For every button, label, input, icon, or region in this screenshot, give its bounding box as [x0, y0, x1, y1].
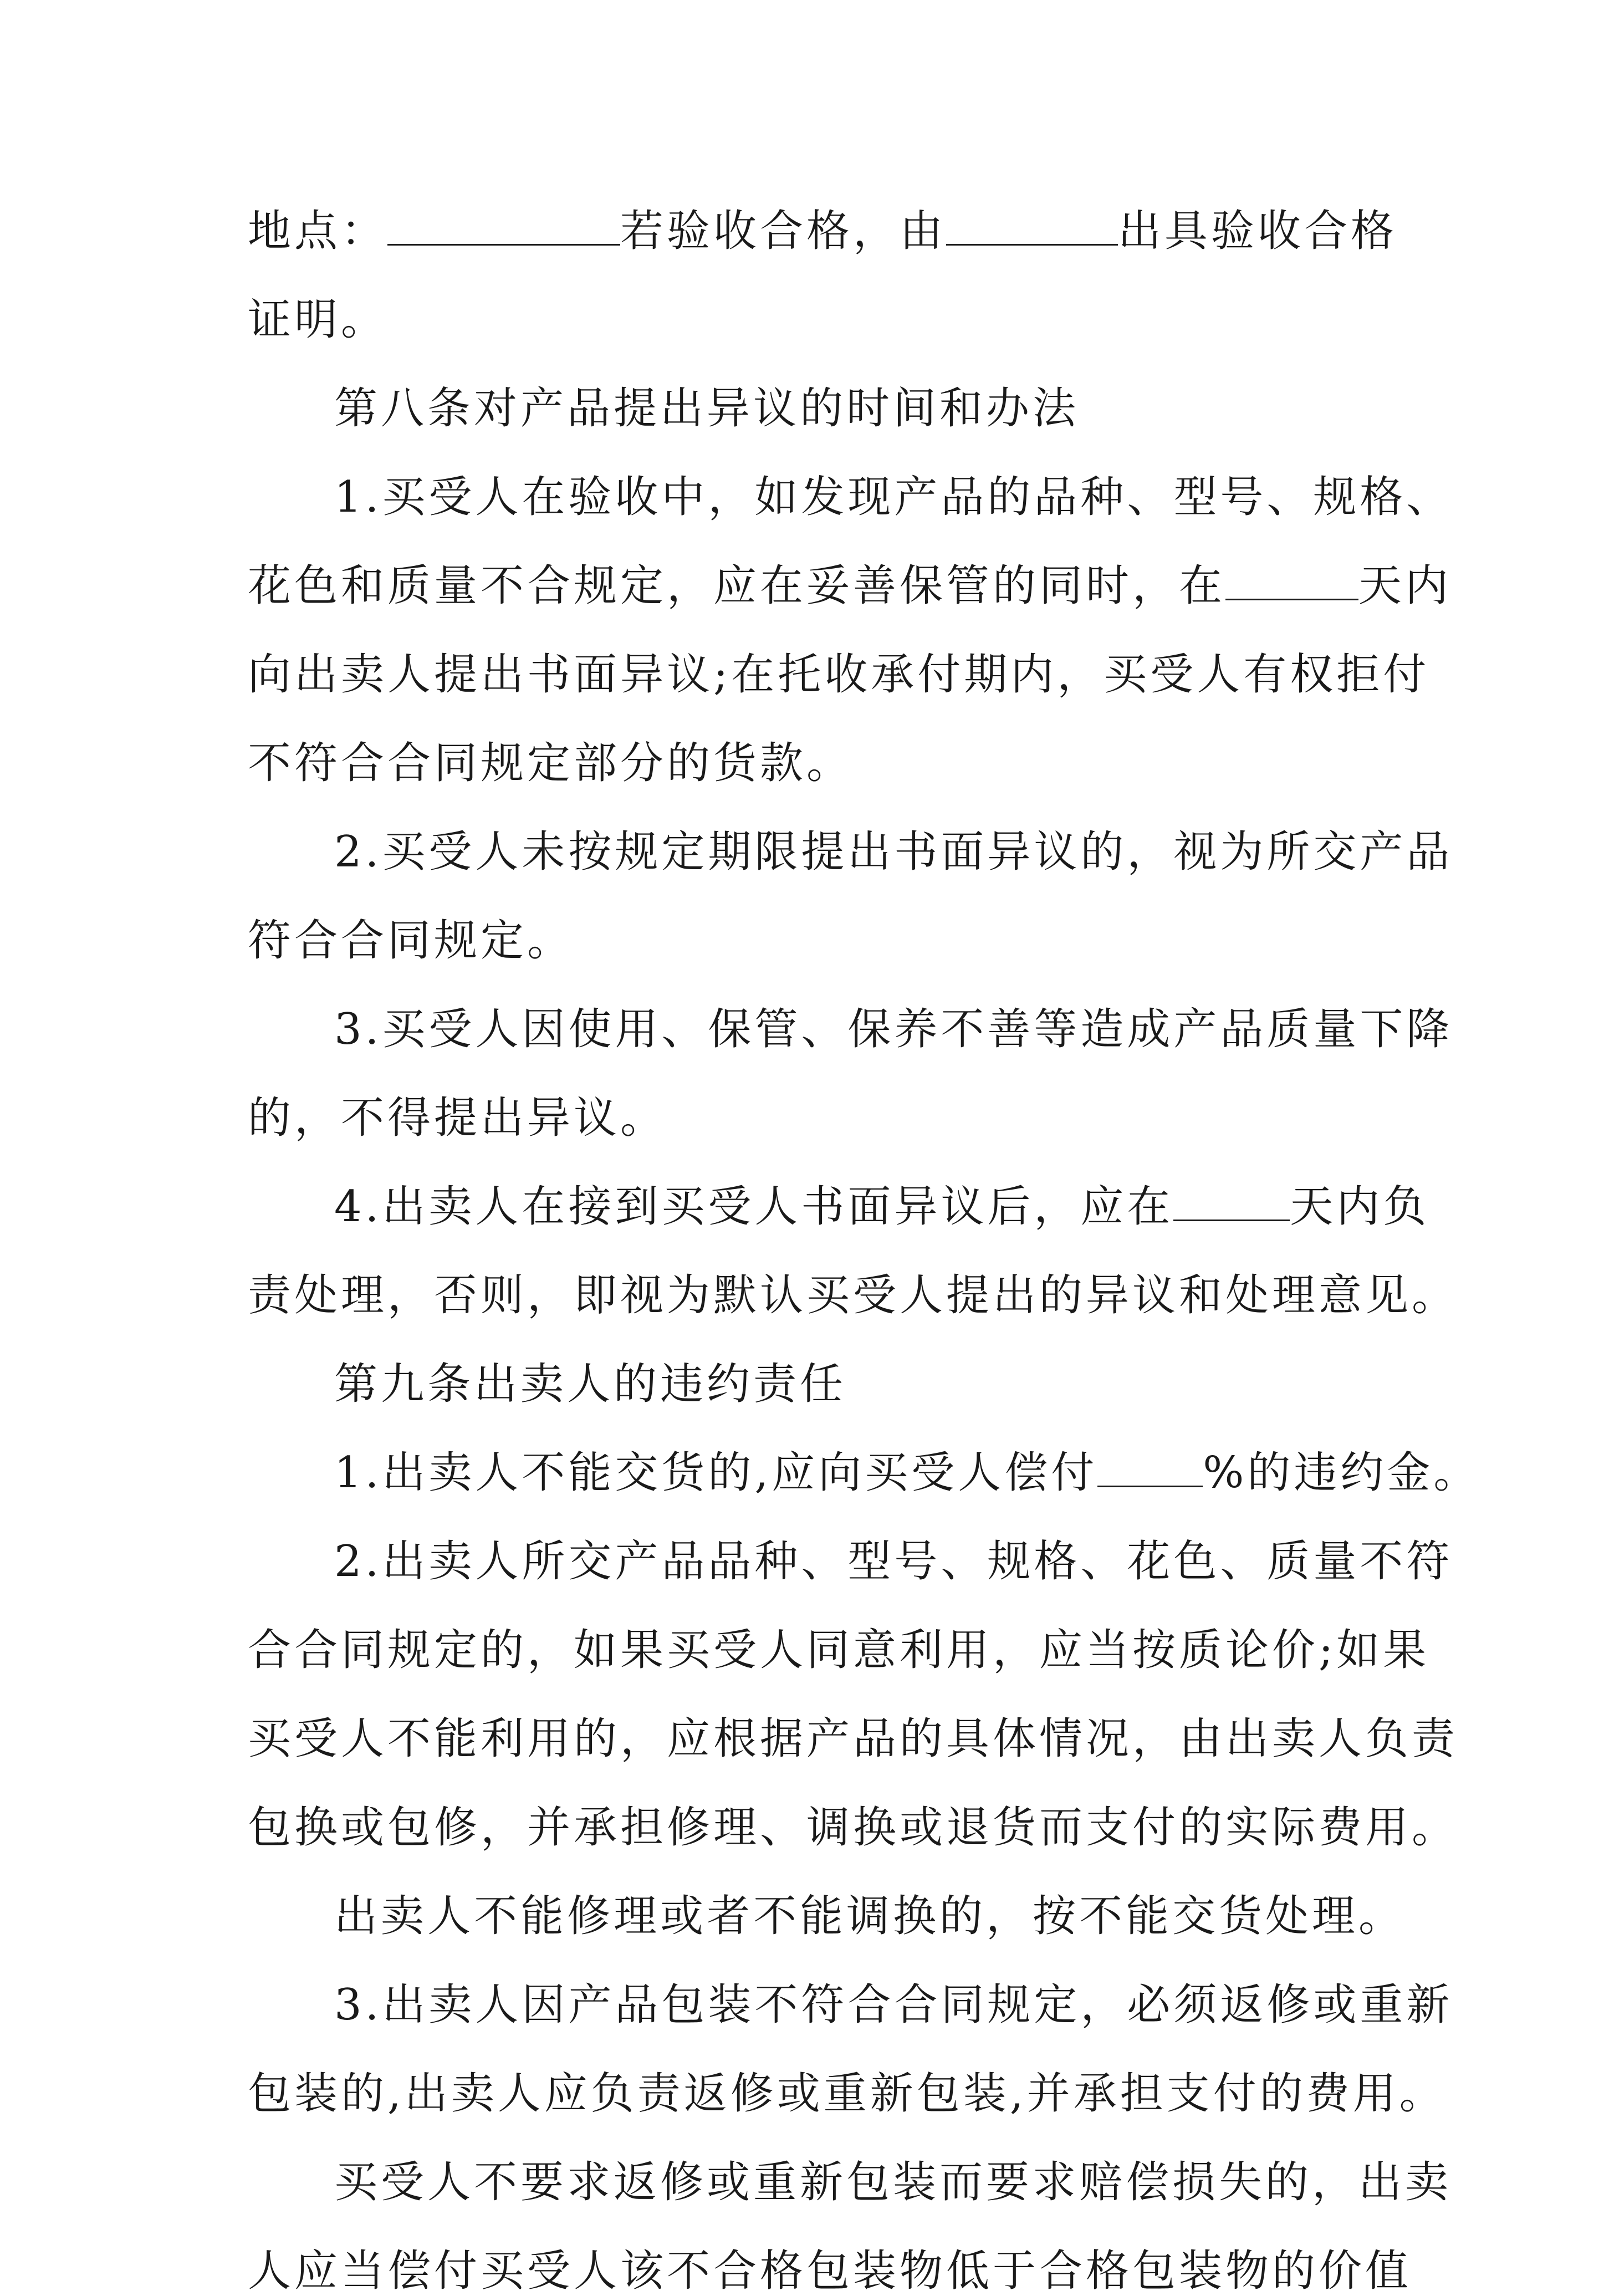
issuer-blank	[946, 211, 1118, 246]
article-8-heading: 第八条对产品提出异议的时间和办法	[334, 384, 1080, 433]
certificate-text: 出具验收合格	[1118, 206, 1398, 256]
clause-9-3-line: 包装的,出卖人应负责返修或重新包装,并承担支付的费用。	[248, 2069, 1446, 2119]
clause-9-3-note: 人应当偿付买受人该不合格包装物低于合格包装物的价值	[248, 2246, 1412, 2296]
percent-blank	[1097, 1452, 1203, 1487]
clause-9-2-note: 出卖人不能修理或者不能调换的，按不能交货处理。	[334, 1891, 1406, 1941]
clause-8-1-line: 向出卖人提出书面异议;在托收承付期内，买受人有权拒付	[248, 650, 1430, 700]
clause-8-3-line: 3.买受人因使用、保管、保养不善等造成产品质量下降	[334, 1004, 1453, 1054]
days-blank	[1225, 565, 1358, 600]
clause-8-1-line: 1.买受人在验收中，如发现产品的品种、型号、规格、	[334, 472, 1453, 522]
clause-8-1-line: 花色和质量不合规定，应在妥善保管的同时，在 天内	[248, 561, 1452, 611]
clause-9-1-line: 1.出卖人不能交货的,应向买受人偿付 %的违约金。	[334, 1448, 1480, 1498]
clause-8-1-line: 不符合合同规定部分的货款。	[248, 738, 854, 788]
clause-9-2-line: 包换或包修，并承担修理、调换或退货而支付的实际费用。	[248, 1803, 1459, 1853]
inspection-pass-text: 若验收合格，由	[620, 206, 947, 256]
clause-9-2-line: 2.出卖人所交产品品种、型号、规格、花色、质量不符	[334, 1537, 1453, 1586]
clause-8-4-line: 4.出卖人在接到买受人书面异议后，应在 天内负	[334, 1182, 1430, 1232]
text-line-location	[248, 206, 1398, 256]
days-blank	[1173, 1186, 1290, 1221]
clause-8-3-line: 的，不得提出异议。	[248, 1093, 667, 1143]
clause-8-4-line: 责处理，否则，即视为默认买受人提出的异议和处理意见。	[248, 1271, 1459, 1320]
document-body	[248, 206, 1480, 2296]
location-blank	[387, 211, 620, 246]
clause-9-2-line: 合合同规定的，如果买受人同意利用，应当按质论价;如果	[248, 1625, 1430, 1675]
text-line: 证明。	[248, 295, 388, 345]
clause-8-2-line: 符合合同规定。	[248, 916, 574, 966]
clause-9-3-note: 买受人不要求返修或重新包装而要求赔偿损失的，出卖	[334, 2157, 1452, 2207]
location-label: 地点：	[248, 206, 388, 256]
clause-8-2-line: 2.买受人未按规定期限提出书面异议的，视为所交产品	[334, 827, 1453, 877]
clause-9-2-line: 买受人不能利用的，应根据产品的具体情况，由出卖人负责	[248, 1714, 1459, 1764]
clause-9-3-line: 3.出卖人因产品包装不符合合同规定，必须返修或重新	[334, 1980, 1453, 2030]
article-9-heading: 第九条出卖人的违约责任	[334, 1359, 847, 1409]
